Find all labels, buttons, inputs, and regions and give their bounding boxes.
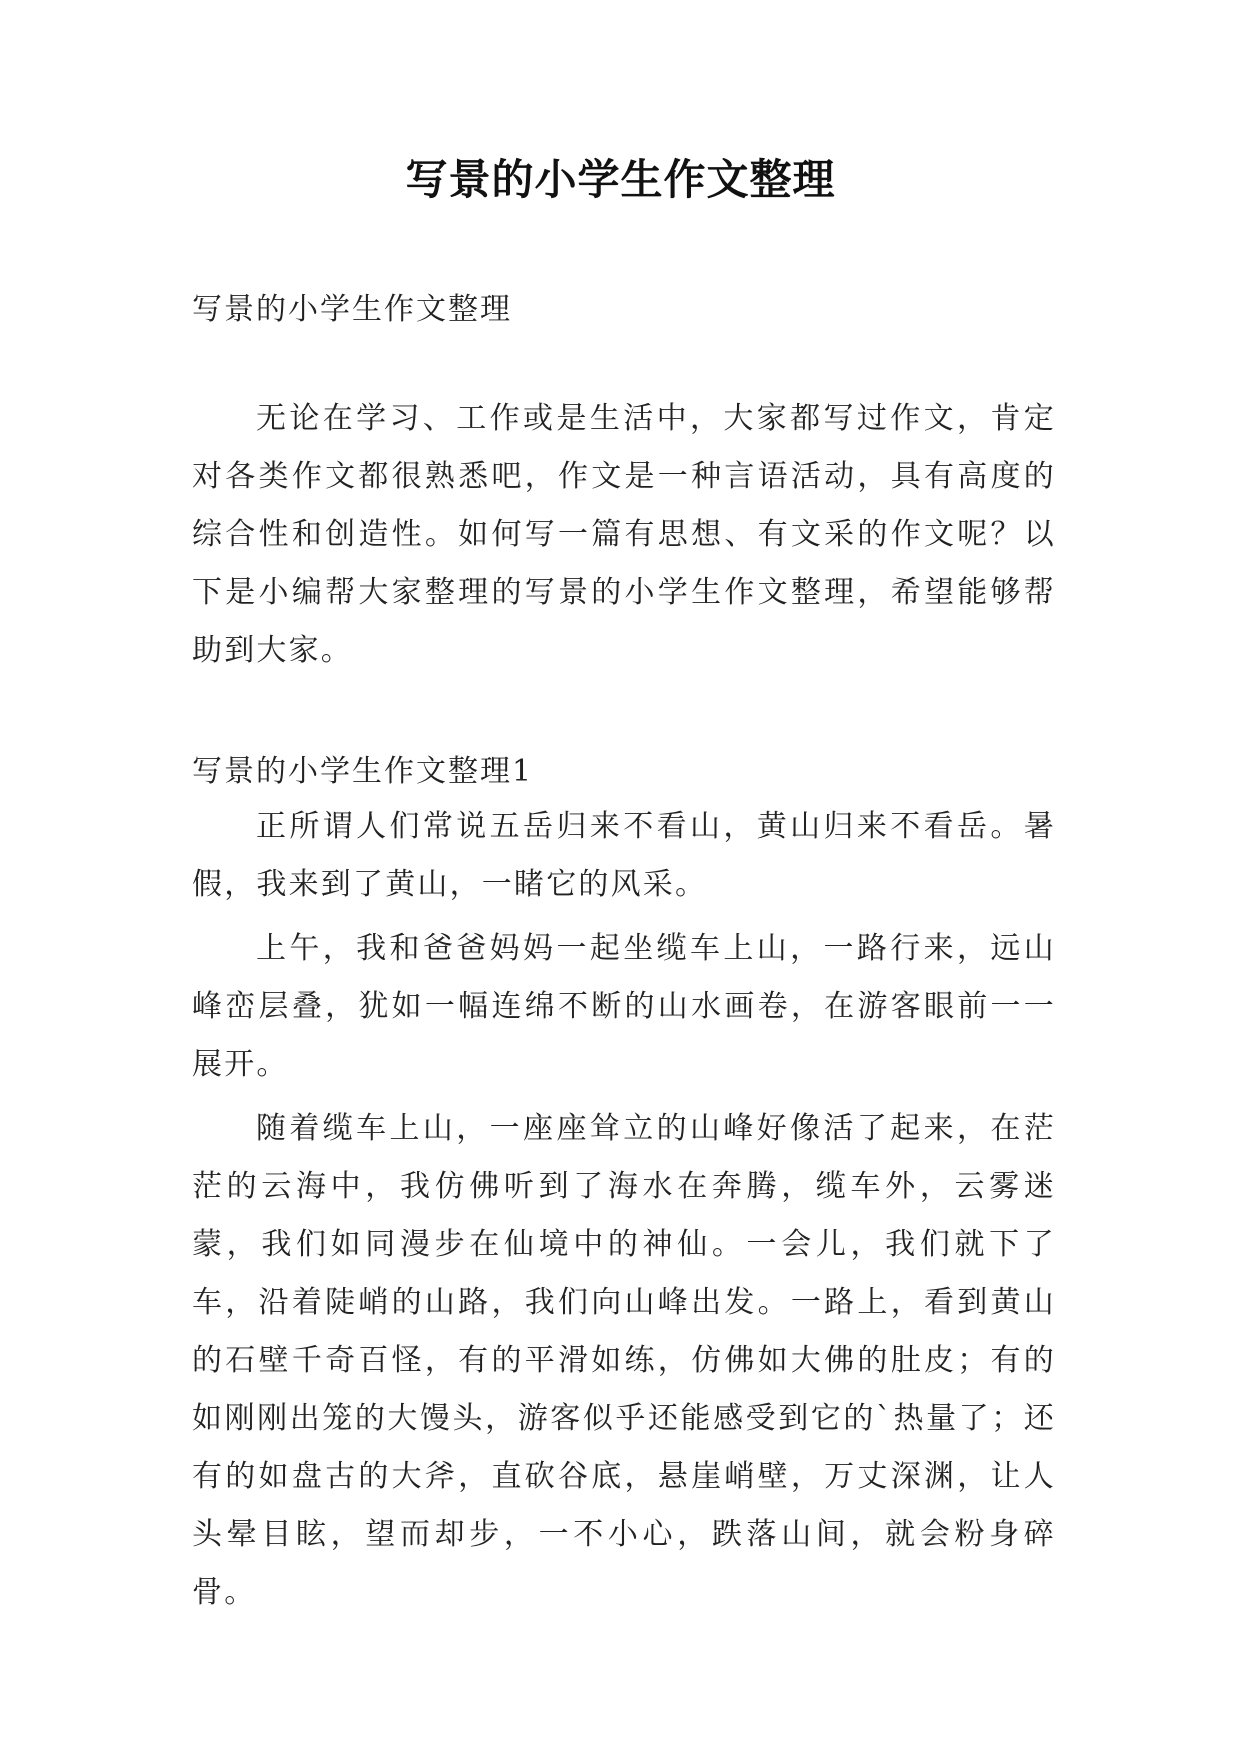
- section-heading: 写景的小学生作文整理: [192, 292, 512, 327]
- essay-paragraph: 正所谓人们常说五岳归来不看山，黄山归来不看岳。暑假，我来到了黄山，一睹它的风采。: [192, 809, 1056, 902]
- document-title: 写景的小学生作文整理: [405, 155, 836, 204]
- essay-heading: 写景的小学生作文整理1: [192, 754, 534, 789]
- essay-paragraph: 上午，我和爸爸妈妈一起坐缆车上山，一路行来，远山峰峦层叠，犹如一幅连绵不断的山水画卷，在游客眼前一一展开。: [192, 931, 1056, 1082]
- essay-paragraph: 随着缆车上山，一座座耸立的山峰好像活了起来，在茫茫的云海中，我仿佛听到了海水在奔腾，缆车外，云雾迷蒙，我们如同漫步在仙境中的神仙。一会儿，我们就下了车，沿着陡峭的山路，我们向山峰出发。一路上，看到黄山的石壁千奇百怪，有的平滑如练，仿佛如大佛的肚皮；有的如刚刚出笼的大馒头，游客似乎还能感受到它的`热量了；还有的如盘古的大斧，直砍谷底，悬崖峭壁，万丈深渊，让人头晕目眩，望而却步，一不小心，跌落山间，就会粉身碎骨。: [192, 1111, 1056, 1610]
- intro-paragraph: 无论在学习、工作或是生活中，大家都写过作文，肯定对各类作文都很熟悉吧，作文是一种言语活动，具有高度的综合性和创造性。如何写一篇有思想、有文采的作文呢？以下是小编帮大家整理的写景的小学生作文整理，希望能够帮助到大家。: [192, 401, 1056, 668]
- document-body: [192, 290, 1056, 1628]
